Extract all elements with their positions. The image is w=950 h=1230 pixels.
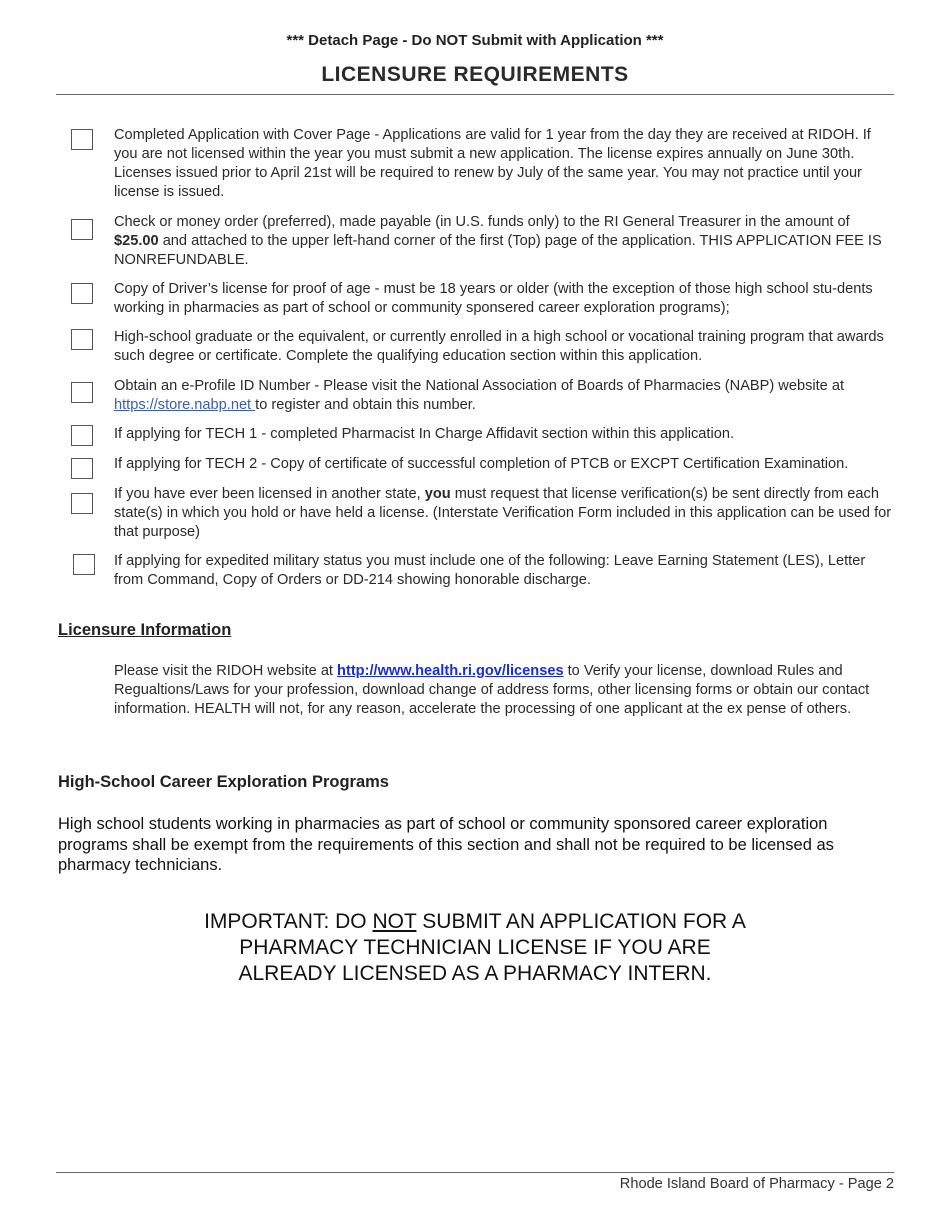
requirement-text-8-part: If you have ever been licensed in another state, [114,486,425,502]
requirement-text-8-part: must request that license verification(s) be sent directly from each state(s) in which you hold or have held a license. (Interstate Verification Form included in this application can be used for that purpose) [114,486,892,540]
licensure-info-text-part: Please visit the RIDOH website at [114,663,338,679]
requirement-text-1: Completed Application with Cover Page - Applications are valid for 1 year from the day they are received at RIDOH. If you are not licensed within the year you must submit a new application. The license expires annually on June 30th. Licenses issued prior to April 21st will be required to renew by July of the same year. You may not practice until your license is issued. [114,127,871,200]
requirement-checkbox-6[interactable] [71,425,93,446]
requirement-checkbox-5[interactable] [71,382,93,403]
nabp-link[interactable]: https://store.nabp.net [114,397,256,413]
header-divider [56,94,894,95]
licensure-info-text-part: to Verify your license, download Rules and Regualtions/Laws for your profession, download change of address forms, other licensing forms or obtain our contact information. HEALTH will not, for any reason, accelerate the processing of one applicant at the ex pense of others. [114,663,870,717]
requirement-text-4: High-school graduate or the equivalent, or currently enrolled in a high school or vocational training program that awards such degree or certificate. Complete the qualifying education section within this application. [114,329,884,364]
career-programs-text: High school students working in pharmacies as part of school or community sponsored career exploration programs shall be exempt from the requirements of this section and shall not be required to be licensed as pharmacy technicians. [58,815,834,874]
important-notice [0,909,950,987]
important-line-1 [0,909,950,935]
page-title: LICENSURE REQUIREMENTS [321,63,629,86]
requirement-text-7: If applying for TECH 2 - Copy of certificate of successful completion of PTCB or EXCPT Certification Examination. [114,456,849,472]
requirement-text-3: Copy of Driver’s license for proof of age - must be 18 years or older (with the exception of those high school stu-dents working in pharmacies as part of school or community sponsered career exploration programs); [114,281,873,316]
requirement-checkbox-8[interactable] [71,493,93,514]
emphasis-you: you [424,486,451,502]
career-programs-title: High-School Career Exploration Programs [58,773,389,791]
fee-amount: $25.00 [114,233,159,249]
important-not: NOT [372,910,417,933]
requirement-text-6: If applying for TECH 1 - completed Pharmacist In Charge Affidavit section within this application. [114,426,734,442]
requirement-text-8 [114,485,896,542]
important-line-2: PHARMACY TECHNICIAN LICENSE IF YOU ARE [239,936,711,959]
detach-notice: *** Detach Page - Do NOT Submit with Application *** [286,32,664,49]
requirement-checkbox-9[interactable] [73,554,95,575]
requirement-text-2 [114,213,896,270]
requirement-checkbox-4[interactable] [71,329,93,350]
requirement-checkbox-3[interactable] [71,283,93,304]
requirement-text-2-part: and attached to the upper left-hand corner of the first (Top) page of the application. THIS APPLICATION FEE IS NONREFUNDABLE. [114,233,882,268]
requirement-checkbox-7[interactable] [71,458,93,479]
important-line-3: ALREADY LICENSED AS A PHARMACY INTERN. [238,962,712,985]
requirement-text-5-part: to register and obtain this number. [255,397,476,413]
requirement-checkbox-1[interactable] [71,129,93,150]
requirement-text-5 [114,377,896,415]
ridoh-licenses-link[interactable]: http://www.health.ri.gov/licenses [337,663,564,679]
licensure-info-text [114,662,874,719]
licensure-info-title: Licensure Information [58,621,232,639]
important-line-1-rest: SUBMIT AN APPLICATION FOR A [416,910,746,933]
requirement-text-5-part: Obtain an e-Profile ID Number - Please visit the National Association of Boards of Pharmacies (NABP) website at [114,378,845,394]
important-prefix: IMPORTANT: DO [204,910,373,933]
requirement-checkbox-2[interactable] [71,219,93,240]
page-footer: Rhode Island Board of Pharmacy - Page 2 [619,1176,894,1192]
footer-divider [56,1172,894,1173]
requirement-text-2-part: Check or money order (preferred), made payable (in U.S. funds only) to the RI General Treasurer in the amount of [114,214,850,230]
requirement-text-9: If applying for expedited military status you must include one of the following: Leave Earning Statement (LES), Letter from Command, Copy of Orders or DD-214 showing honorable discharge. [114,553,866,588]
